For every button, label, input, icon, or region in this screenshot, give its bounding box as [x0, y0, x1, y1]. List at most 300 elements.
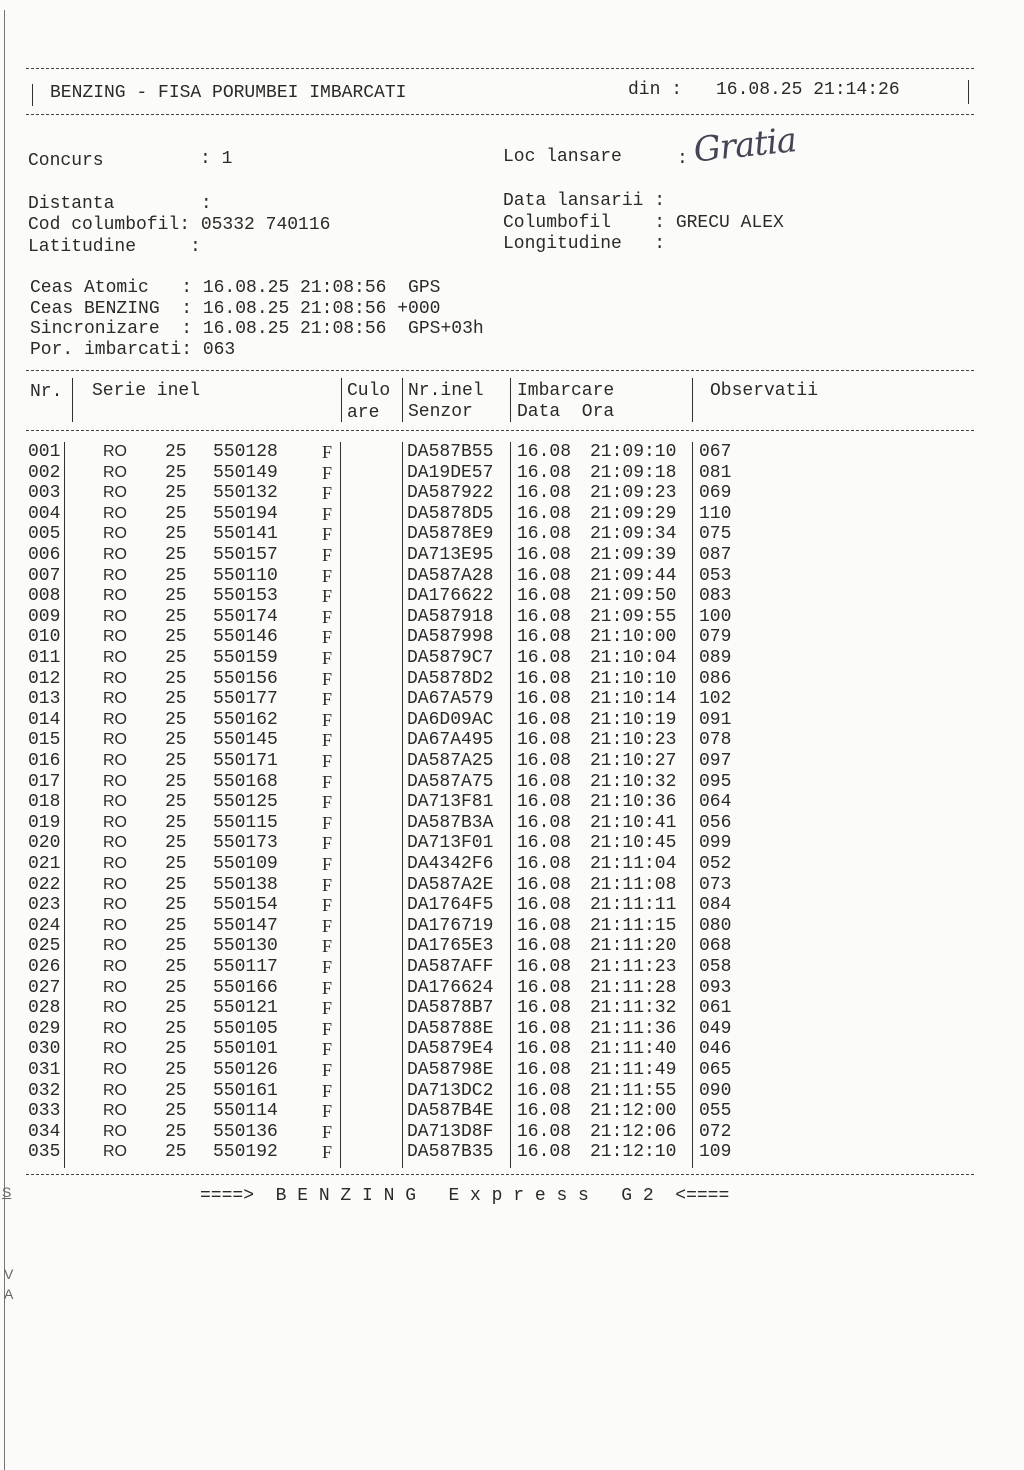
concurs-label: Concurs [28, 151, 104, 171]
row-number: 033 [28, 1101, 61, 1122]
sex: F [322, 1018, 333, 1039]
ring-year: 25 [165, 895, 187, 916]
boarding-date: 16.08 [517, 895, 572, 916]
table-row [0, 772, 1024, 792]
row-number: 005 [28, 524, 61, 545]
boarding-date: 16.08 [517, 771, 572, 792]
boarding-date: 16.08 [517, 854, 572, 874]
boarding-date: 16.08 [517, 957, 572, 977]
sensor-id: DA587AFF [407, 957, 494, 977]
col-divider [341, 378, 342, 422]
ring-country: RO [103, 793, 127, 811]
row-number: 017 [28, 771, 61, 792]
boarding-time: 21:10:36 [590, 792, 677, 813]
table-row [0, 730, 1024, 750]
sex: F [322, 565, 333, 586]
table-row [0, 895, 1024, 915]
ring-number: 550177 [213, 689, 278, 710]
table-row [0, 483, 1024, 503]
ring-year: 25 [165, 1039, 187, 1060]
boarding-date: 16.08 [517, 833, 572, 854]
ring-year: 25 [165, 874, 187, 895]
boarding-time: 21:11:40 [590, 1039, 677, 1060]
ring-year: 25 [165, 565, 187, 586]
table-row [0, 1122, 1024, 1142]
ring-year: 25 [165, 1060, 187, 1080]
boarding-date: 16.08 [517, 812, 572, 833]
observation: 075 [699, 524, 732, 545]
ring-year: 25 [165, 1121, 187, 1142]
observation: 080 [699, 915, 732, 936]
ring-number: 550161 [213, 1080, 278, 1101]
margin-mark: V [4, 1266, 14, 1282]
ring-country: RO [103, 813, 127, 831]
ring-number: 550157 [213, 545, 278, 565]
ring-number: 550173 [213, 833, 278, 854]
row-number: 024 [28, 915, 61, 936]
body-divider-nr [64, 442, 65, 1168]
boarding-date: 16.08 [517, 1060, 572, 1080]
ring-number: 550117 [213, 957, 278, 977]
boarding-time: 21:12:06 [590, 1121, 677, 1142]
boarding-time: 21:09:50 [590, 586, 677, 607]
row-number: 011 [28, 648, 61, 668]
table-header-bottom-rule [26, 430, 974, 431]
table-row [0, 792, 1024, 812]
body-divider-senzor [402, 442, 403, 1168]
boarding-date: 16.08 [517, 1080, 572, 1101]
ring-country: RO [103, 834, 127, 852]
table-row [0, 1039, 1024, 1059]
sensor-id: DA713F81 [407, 792, 494, 813]
col-divider [510, 378, 511, 422]
table-header-top-rule [26, 370, 974, 371]
boarding-time: 21:11:11 [590, 895, 677, 916]
sensor-id: DA587B35 [407, 1142, 494, 1163]
boarding-date: 16.08 [517, 1018, 572, 1039]
ring-year: 25 [165, 627, 187, 648]
margin-mark: S [2, 1184, 12, 1200]
observation: 097 [699, 751, 732, 771]
row-number: 009 [28, 606, 61, 627]
observation: 095 [699, 771, 732, 792]
issued-timestamp: 16.08.25 21:14:26 [716, 80, 900, 100]
boarding-date: 16.08 [517, 462, 572, 483]
boarding-time: 21:10:45 [590, 833, 677, 854]
row-number: 007 [28, 565, 61, 586]
boarding-date: 16.08 [517, 751, 572, 771]
boarding-time: 21:09:39 [590, 545, 677, 565]
ring-number: 550166 [213, 977, 278, 998]
table-row [0, 916, 1024, 936]
ring-year: 25 [165, 442, 187, 462]
sensor-id: DA5879E4 [407, 1039, 494, 1060]
col-divider [692, 378, 693, 422]
data-lansarii-field: Data lansarii : [503, 191, 666, 211]
boarding-date: 16.08 [517, 606, 572, 627]
table-row [0, 710, 1024, 730]
ring-year: 25 [165, 648, 187, 668]
sensor-id: DA1765E3 [407, 936, 494, 957]
ring-year: 25 [165, 1101, 187, 1122]
boarding-date: 16.08 [517, 874, 572, 895]
observation: 081 [699, 462, 732, 483]
ring-year: 25 [165, 1080, 187, 1101]
ring-number: 550105 [213, 1018, 278, 1039]
boarding-date: 16.08 [517, 977, 572, 998]
boarding-date: 16.08 [517, 709, 572, 730]
ring-year: 25 [165, 751, 187, 771]
sensor-id: DA6D09AC [407, 709, 494, 730]
sensor-id: DA587A25 [407, 751, 494, 771]
ring-country: RO [103, 958, 127, 975]
boarding-time: 21:10:04 [590, 648, 677, 668]
boarding-time: 21:10:23 [590, 730, 677, 751]
table-row [0, 936, 1024, 956]
ring-number: 550125 [213, 792, 278, 813]
cod-columbofil-field: Cod columbofil: 05332 740116 [28, 215, 331, 235]
ring-year: 25 [165, 792, 187, 813]
boarding-date: 16.08 [517, 668, 572, 689]
sex: F [322, 586, 333, 607]
sex: F [322, 977, 333, 998]
table-row [0, 1081, 1024, 1101]
sensor-id: DA67A579 [407, 689, 494, 710]
header-bottom-rule [26, 114, 974, 115]
table-row [0, 751, 1024, 771]
boarding-date: 16.08 [517, 648, 572, 668]
footer-banner: ====> B E N Z I N G E x p r e s s G 2 <==== [200, 1186, 730, 1206]
ring-country: RO [103, 896, 127, 914]
ring-country: RO [103, 999, 127, 1017]
boarding-time: 21:09:10 [590, 442, 677, 462]
observation: 064 [699, 792, 732, 813]
boarding-time: 21:11:20 [590, 936, 677, 957]
sex: F [322, 1080, 333, 1101]
sensor-id: DA713D8F [407, 1121, 494, 1142]
ring-number: 550101 [213, 1039, 278, 1060]
ring-country: RO [103, 463, 127, 481]
sex: F [322, 689, 333, 710]
boarding-time: 21:10:14 [590, 689, 677, 710]
ring-year: 25 [165, 1018, 187, 1039]
ring-year: 25 [165, 668, 187, 689]
boarding-time: 21:11:55 [590, 1080, 677, 1101]
ring-number: 550136 [213, 1121, 278, 1142]
sensor-id: DA1764F5 [407, 895, 494, 916]
ring-year: 25 [165, 689, 187, 710]
ring-number: 550110 [213, 565, 278, 586]
ring-country: RO [103, 1040, 127, 1058]
sincronizare-field: Sincronizare : 16.08.25 21:08:56 GPS+03h [30, 319, 484, 339]
col-data-ora-header: Data Ora [517, 402, 615, 422]
observation: 102 [699, 689, 732, 710]
boarding-time: 21:11:04 [590, 854, 677, 874]
sensor-id: DA5878B7 [407, 998, 494, 1019]
row-number: 016 [28, 751, 61, 771]
ring-country: RO [103, 1081, 127, 1099]
observation: 079 [699, 627, 732, 648]
sex: F [322, 751, 333, 771]
table-row [0, 566, 1024, 586]
sensor-id: DA587B4E [407, 1101, 494, 1122]
sex: F [322, 1101, 333, 1122]
boarding-time: 21:11:36 [590, 1018, 677, 1039]
header-left-bar [32, 84, 33, 106]
sex: F [322, 874, 333, 895]
sensor-id: DA5878D2 [407, 668, 494, 689]
ring-year: 25 [165, 854, 187, 874]
sensor-id: DA587B55 [407, 442, 494, 462]
table-row [0, 813, 1024, 833]
ring-country: RO [103, 937, 127, 955]
observation: 109 [699, 1142, 732, 1163]
boarding-time: 21:09:34 [590, 524, 677, 545]
col-serie-inel-header: Serie inel [92, 381, 201, 401]
ring-country: RO [103, 484, 127, 502]
ring-year: 25 [165, 812, 187, 833]
boarding-time: 21:09:18 [590, 462, 677, 483]
boarding-time: 21:11:49 [590, 1060, 677, 1080]
ring-country: RO [103, 669, 127, 687]
ring-year: 25 [165, 586, 187, 607]
boarding-time: 21:09:23 [590, 483, 677, 504]
ring-year: 25 [165, 606, 187, 627]
ring-year: 25 [165, 503, 187, 524]
observation: 061 [699, 998, 732, 1019]
row-number: 031 [28, 1060, 61, 1080]
ring-number: 550156 [213, 668, 278, 689]
ring-country: RO [103, 587, 127, 605]
por-imbarcati-field: Por. imbarcati: 063 [30, 340, 236, 360]
ring-country: RO [103, 1061, 127, 1078]
sensor-id: DA587922 [407, 483, 494, 504]
margin-mark: A [4, 1286, 14, 1302]
ring-year: 25 [165, 462, 187, 483]
row-number: 020 [28, 833, 61, 854]
sensor-id: DA4342F6 [407, 854, 494, 874]
observation: 052 [699, 854, 732, 874]
ring-country: RO [103, 1143, 127, 1161]
sex: F [322, 503, 333, 524]
ring-country: RO [103, 1019, 127, 1037]
ring-number: 550192 [213, 1142, 278, 1163]
ring-country: RO [103, 978, 127, 996]
boarding-time: 21:09:55 [590, 606, 677, 627]
row-number: 021 [28, 854, 61, 874]
sex: F [322, 1060, 333, 1080]
table-row [0, 669, 1024, 689]
boarding-date: 16.08 [517, 998, 572, 1019]
col-divider [402, 378, 403, 422]
boarding-date: 16.08 [517, 442, 572, 462]
ring-number: 550145 [213, 730, 278, 751]
observation: 090 [699, 1080, 732, 1101]
ring-country: RO [103, 731, 127, 749]
ring-number: 550121 [213, 998, 278, 1019]
sensor-id: DA713E95 [407, 545, 494, 565]
boarding-date: 16.08 [517, 730, 572, 751]
ring-country: RO [103, 710, 127, 728]
observation: 056 [699, 812, 732, 833]
boarding-time: 21:11:08 [590, 874, 677, 895]
sensor-id: DA587918 [407, 606, 494, 627]
ring-year: 25 [165, 545, 187, 565]
boarding-date: 16.08 [517, 915, 572, 936]
observation: 058 [699, 957, 732, 977]
sex: F [322, 709, 333, 730]
boarding-date: 16.08 [517, 586, 572, 607]
ring-year: 25 [165, 709, 187, 730]
row-number: 006 [28, 545, 61, 565]
sensor-id: DA587998 [407, 627, 494, 648]
row-number: 018 [28, 792, 61, 813]
ring-country: RO [103, 1122, 127, 1140]
boarding-time: 21:11:32 [590, 998, 677, 1019]
row-number: 014 [28, 709, 61, 730]
observation: 072 [699, 1121, 732, 1142]
row-number: 004 [28, 503, 61, 524]
row-number: 008 [28, 586, 61, 607]
ring-country: RO [103, 628, 127, 646]
observation: 046 [699, 1039, 732, 1060]
ceas-benzing-field: Ceas BENZING : 16.08.25 21:08:56 +000 [30, 299, 441, 319]
body-divider-observatii [692, 442, 693, 1168]
table-row [0, 463, 1024, 483]
ring-year: 25 [165, 977, 187, 998]
header-right-bar [968, 80, 969, 104]
sex: F [322, 957, 333, 977]
sensor-id: DA5878E9 [407, 524, 494, 545]
ring-country: RO [103, 607, 127, 625]
boarding-time: 21:11:15 [590, 915, 677, 936]
boarding-time: 21:10:32 [590, 771, 677, 792]
footer-rule [26, 1174, 974, 1175]
ring-country: RO [103, 525, 127, 543]
sensor-id: DA58788E [407, 1018, 494, 1039]
table-row [0, 586, 1024, 606]
sex: F [322, 442, 333, 462]
row-number: 015 [28, 730, 61, 751]
ring-number: 550194 [213, 503, 278, 524]
boarding-time: 21:09:29 [590, 503, 677, 524]
sensor-id: DA713DC2 [407, 1080, 494, 1101]
boarding-date: 16.08 [517, 483, 572, 504]
ring-country: RO [103, 916, 127, 934]
table-row [0, 978, 1024, 998]
ring-country: RO [103, 649, 127, 666]
row-number: 032 [28, 1080, 61, 1101]
table-row [0, 1019, 1024, 1039]
table-row [0, 957, 1024, 977]
ring-country: RO [103, 443, 127, 460]
ring-number: 550174 [213, 606, 278, 627]
sensor-id: DA713F01 [407, 833, 494, 854]
row-number: 025 [28, 936, 61, 957]
row-number: 001 [28, 442, 61, 462]
boarding-time: 21:12:00 [590, 1101, 677, 1122]
boarding-time: 21:12:10 [590, 1142, 677, 1163]
row-number: 023 [28, 895, 61, 916]
observation: 087 [699, 545, 732, 565]
report-title: BENZING - FISA PORUMBEI IMBARCATI [50, 83, 407, 103]
observation: 089 [699, 648, 732, 668]
sex: F [322, 545, 333, 565]
sex: F [322, 627, 333, 648]
table-row [0, 607, 1024, 627]
boarding-date: 16.08 [517, 1101, 572, 1122]
sensor-id: DA5878D5 [407, 503, 494, 524]
observation: 093 [699, 977, 732, 998]
sex: F [322, 483, 333, 504]
ring-country: RO [103, 546, 127, 563]
sensor-id: DA176622 [407, 586, 494, 607]
row-number: 035 [28, 1142, 61, 1163]
sex: F [322, 668, 333, 689]
sex: F [322, 854, 333, 874]
observation: 069 [699, 483, 732, 504]
concurs-value: : 1 [200, 149, 233, 169]
observation: 067 [699, 442, 732, 462]
observation: 065 [699, 1060, 732, 1080]
ring-number: 550109 [213, 854, 278, 874]
col-divider [72, 378, 73, 422]
boarding-date: 16.08 [517, 792, 572, 813]
table-row [0, 627, 1024, 647]
observation: 078 [699, 730, 732, 751]
table-row [0, 545, 1024, 565]
table-row [0, 998, 1024, 1018]
boarding-time: 21:11:28 [590, 977, 677, 998]
ring-year: 25 [165, 730, 187, 751]
sex: F [322, 1039, 333, 1060]
ring-country: RO [103, 855, 127, 872]
sex: F [322, 771, 333, 792]
ring-number: 550141 [213, 524, 278, 545]
sensor-id: DA67A495 [407, 730, 494, 751]
ring-number: 550126 [213, 1060, 278, 1080]
sex: F [322, 812, 333, 833]
observation: 110 [699, 503, 732, 524]
ring-number: 550147 [213, 915, 278, 936]
observation: 086 [699, 668, 732, 689]
sex: F [322, 1121, 333, 1142]
latitudine-field: Latitudine : [28, 237, 201, 257]
distanta-field: Distanta : [28, 194, 212, 214]
sensor-id: DA587A75 [407, 771, 494, 792]
ring-country: RO [103, 752, 127, 769]
handwritten-release-location: Gratia [691, 120, 798, 171]
row-number: 002 [28, 462, 61, 483]
sensor-id: DA176719 [407, 915, 494, 936]
table-row [0, 1101, 1024, 1121]
table-row [0, 524, 1024, 544]
boarding-date: 16.08 [517, 689, 572, 710]
observation: 100 [699, 606, 732, 627]
boarding-date: 16.08 [517, 524, 572, 545]
col-culoare-header-2: are [347, 403, 380, 423]
observation: 091 [699, 709, 732, 730]
sex: F [322, 915, 333, 936]
boarding-date: 16.08 [517, 545, 572, 565]
ring-number: 550168 [213, 771, 278, 792]
row-number: 030 [28, 1039, 61, 1060]
sex: F [322, 936, 333, 957]
sensor-id: DA587A2E [407, 874, 494, 895]
sensor-id: DA587A28 [407, 565, 494, 586]
observation: 053 [699, 565, 732, 586]
ring-number: 550132 [213, 483, 278, 504]
